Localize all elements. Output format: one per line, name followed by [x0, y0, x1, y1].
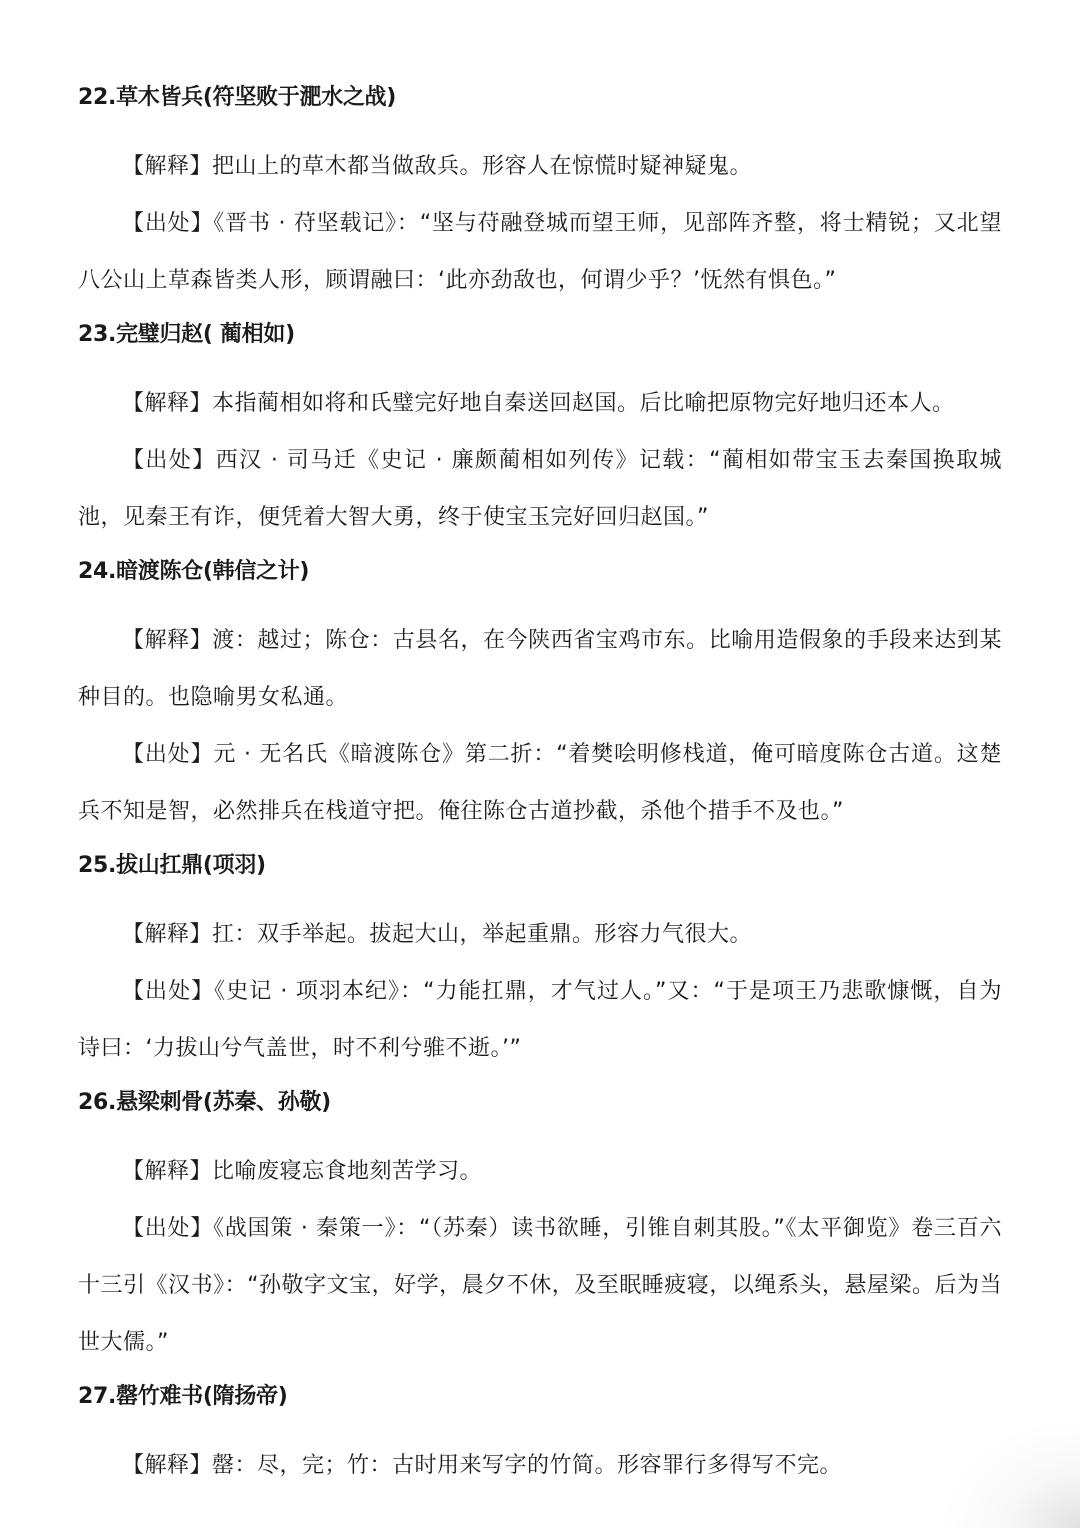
- entry-23: [78, 319, 1002, 546]
- entry-source: 【出处】元 · 无名氏《暗渡陈仓》第二折：“着樊哙明修栈道，俺可暗度陈仓古道。这楚兵不知是智，必然排兵在栈道守把。俺往陈仓古道抄截，杀他个措手不及也。”: [78, 742, 1002, 824]
- entry-title: 22.草木皆兵(符坚败于淝水之战): [78, 85, 396, 110]
- entry-source: 【出处】《战国策 · 秦策一》：“（苏秦）读书欲睡，引锥自刺其股。”《太平御览》卷三百六十三引《汉书》：“孙敬字文宝，好学，晨夕不休，及至眠睡疲寝，以绳系头，悬屋梁。后为当世大儒。”: [78, 1216, 1002, 1355]
- entry-24: [78, 556, 1002, 840]
- entry-explanation: 【解释】罄：尽，完；竹：古时用来写字的竹简。形容罪行多得写不完。: [122, 1453, 843, 1478]
- entry-explanation: 【解释】把山上的草木都当做敌兵。形容人在惊慌时疑神疑鬼。: [122, 154, 753, 179]
- entry-explanation: 【解释】比喻废寝忘食地刻苦学习。: [122, 1159, 483, 1184]
- entry-explanation: 【解释】扛：双手举起。拔起大山，举起重鼎。形容力气很大。: [122, 922, 753, 947]
- entry-source: 【出处】西汉 · 司马迁《史记 · 廉颇蔺相如列传》记载：“蔺相如带宝玉去秦国换取城池，见秦王有诈，便凭着大智大勇，终于使宝玉完好回归赵国。”: [78, 448, 1002, 530]
- entry-27: [78, 1381, 1002, 1494]
- entry-title: 24.暗渡陈仓(韩信之计): [78, 559, 310, 584]
- entry-source: 【出处】《晋书 · 苻坚载记》：“坚与苻融登城而望王师，见部阵齐整，将士精锐；又北望八公山上草森皆类人形，顾谓融曰：‘此亦劲敌也，何谓少乎？’怃然有惧色。”: [78, 211, 1002, 293]
- entry-explanation: 【解释】本指蔺相如将和氏璧完好地自秦送回赵国。后比喻把原物完好地归还本人。: [122, 391, 955, 416]
- entry-title: 27.罄竹难书(隋扬帝): [78, 1384, 288, 1409]
- entry-title: 25.拔山扛鼎(项羽): [78, 853, 266, 878]
- entry-explanation: 【解释】渡：越过；陈仓：古县名，在今陕西省宝鸡市东。比喻用造假象的手段来达到某种目的。也隐喻男女私通。: [78, 628, 1002, 710]
- entry-source: 【出处】《史记 · 项羽本纪》：“力能扛鼎，才气过人。”又：“于是项王乃悲歌慷慨，自为诗曰：‘力拔山兮气盖世，时不利兮骓不逝。’”: [78, 979, 1002, 1061]
- entry-25: [78, 850, 1002, 1077]
- entry-22: [78, 82, 1002, 309]
- entry-title: 23.完璧归赵( 蔺相如): [78, 322, 295, 347]
- entry-title: 26.悬梁刺骨(苏秦、孙敬): [78, 1090, 331, 1115]
- entry-26: [78, 1087, 1002, 1371]
